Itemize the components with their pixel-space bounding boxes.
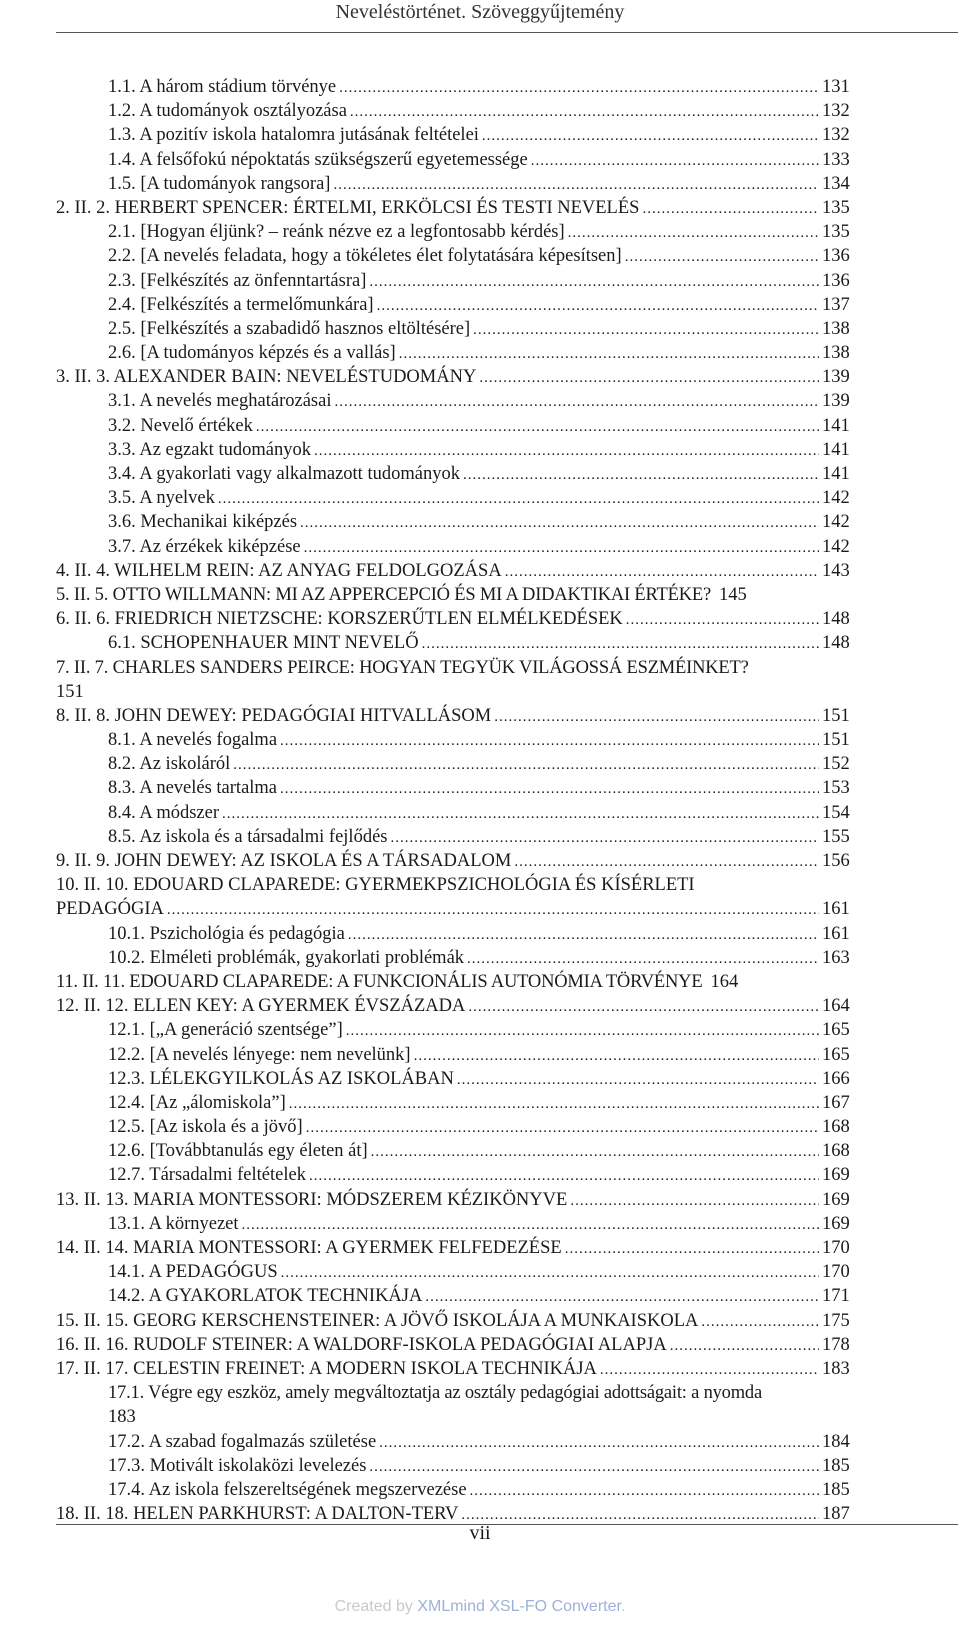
dot-leader	[300, 511, 819, 535]
dot-leader	[505, 560, 819, 584]
table-of-contents	[0, 75, 960, 1526]
toc-entry-link[interactable]	[108, 1139, 856, 1164]
toc-entry-link[interactable]	[108, 1454, 856, 1479]
dot-leader	[467, 947, 819, 971]
toc-page-number: 184	[822, 1431, 850, 1452]
toc-row	[0, 776, 960, 800]
dot-leader	[314, 439, 819, 463]
toc-entry-title: 14.2. A GYAKORLATOK TECHNIKÁJA	[108, 1286, 423, 1307]
toc-entry-title: 14. II. 14. MARIA MONTESSORI: A GYERMEK FELFEDEZÉSE	[56, 1238, 562, 1258]
dot-leader	[280, 777, 819, 801]
toc-entry-link[interactable]	[56, 1357, 856, 1382]
toc-row	[0, 656, 960, 680]
toc-page-number: 169	[822, 1189, 850, 1210]
toc-row	[0, 341, 960, 365]
toc-entry-title: 16. II. 16. RUDOLF STEINER: A WALDORF-ISKOLA PEDAGÓGIAI ALAPJA	[56, 1334, 667, 1355]
toc-entry-title: 6. II. 6. FRIEDRICH NIETZSCHE: KORSZERŰTLEN ELMÉLKEDÉSEK	[56, 609, 623, 630]
toc-entry-link[interactable]	[108, 1260, 856, 1285]
toc-entry-link[interactable]	[108, 1212, 856, 1237]
toc-entry-title: 3.3. Az egzakt tudományok	[108, 439, 311, 460]
dot-leader	[390, 826, 819, 850]
toc-row	[0, 75, 960, 99]
toc-page-number: 133	[822, 149, 850, 170]
toc-page-number: 139	[822, 391, 850, 412]
toc-entry-link[interactable]	[108, 341, 856, 366]
toc-entry-title: 8.2. Az iskoláról	[108, 754, 231, 775]
toc-entry-link[interactable]	[56, 849, 856, 874]
toc-page-number: 169	[822, 1213, 850, 1234]
toc-entry-link[interactable]	[108, 776, 856, 801]
toc-page-number: 153	[822, 778, 850, 799]
toc-row	[0, 220, 960, 244]
toc-row	[0, 123, 960, 147]
dot-leader	[479, 366, 819, 390]
dot-leader	[377, 294, 819, 318]
toc-entry-link[interactable]	[108, 825, 856, 850]
toc-entry-title: 8.4. A módszer	[108, 802, 219, 823]
toc-entry-link[interactable]	[56, 970, 856, 994]
dot-leader	[289, 1092, 819, 1116]
toc-page-number: 142	[822, 512, 850, 533]
toc-row	[0, 99, 960, 123]
dot-leader	[371, 1140, 819, 1164]
toc-entry-title: 6.1. SCHOPENHAUER MINT NEVELŐ	[108, 633, 419, 654]
toc-entry-link[interactable]	[56, 704, 856, 729]
toc-row	[0, 1043, 960, 1067]
toc-entry-title: 13. II. 13. MARIA MONTESSORI: MÓDSZEREM KÉZIKÖNYVE	[56, 1189, 568, 1210]
dot-leader	[281, 1261, 819, 1285]
toc-row	[0, 317, 960, 341]
toc-row	[0, 994, 960, 1018]
toc-entry-title: 3. II. 3. ALEXANDER BAIN: NEVELÉSTUDOMÁNY	[56, 367, 477, 388]
toc-entry-title: 1.2. A tudományok osztályozása	[108, 101, 347, 122]
toc-entry-link[interactable]	[108, 148, 856, 173]
toc-entry-link[interactable]	[56, 897, 856, 922]
toc-row	[0, 559, 960, 583]
toc-entry-link[interactable]	[108, 1430, 856, 1455]
toc-row	[0, 172, 960, 196]
toc-page-number: 145	[719, 584, 747, 605]
toc-page-number: 134	[822, 173, 850, 194]
running-title: Neveléstörténet. Szöveggyűjtemény	[335, 1, 625, 23]
toc-entry-title: 18. II. 18. HELEN PARKHURST: A DALTON-TERV	[56, 1504, 459, 1525]
dot-leader	[482, 124, 819, 148]
toc-row	[0, 728, 960, 752]
toc-page-number: 164	[822, 996, 850, 1017]
toc-row	[0, 1067, 960, 1091]
toc-entry-link[interactable]	[108, 801, 856, 826]
toc-page-number: 136	[822, 270, 850, 291]
toc-entry-title: 1.5. [A tudományok rangsora]	[108, 173, 331, 194]
toc-entry-link[interactable]	[108, 1018, 856, 1043]
toc-entry-title: 11. II. 11. EDOUARD CLAPAREDE: A FUNKCIONÁLIS AUTONÓMIA TÖRVÉNYE	[56, 971, 703, 992]
toc-entry-title: 3.5. A nyelvek	[108, 488, 215, 509]
dot-leader	[304, 536, 819, 560]
toc-row	[0, 148, 960, 172]
toc-row	[0, 922, 960, 946]
toc-row	[0, 414, 960, 438]
dot-leader	[222, 802, 819, 826]
toc-row	[0, 607, 960, 631]
toc-entry-link[interactable]	[108, 1067, 856, 1092]
dot-leader	[422, 632, 819, 656]
dot-leader	[701, 1310, 819, 1334]
dot-leader	[494, 705, 819, 729]
toc-page-number: 167	[822, 1092, 850, 1113]
toc-page-number: 161	[822, 899, 850, 920]
toc-entry-title: 12.3. LÉLEKGYILKOLÁS AZ ISKOLÁBAN	[108, 1068, 454, 1089]
toc-page-number: 170	[822, 1238, 850, 1258]
toc-entry-title: 12.1. [„A generáció szentsége”]	[108, 1020, 343, 1041]
dot-leader	[468, 995, 819, 1019]
toc-entry-link[interactable]	[56, 1309, 856, 1334]
dot-leader	[369, 270, 819, 294]
toc-entry-link[interactable]	[108, 728, 856, 753]
toc-page-number: 171	[822, 1286, 850, 1307]
toc-page-number: 132	[822, 101, 850, 122]
toc-entry-title: 2.1. [Hogyan éljünk? – reánk nézve ez a legfontosabb kérdés]	[108, 222, 565, 243]
toc-row	[0, 801, 960, 825]
dot-leader	[600, 1358, 819, 1382]
toc-page-number: 139	[822, 367, 850, 388]
credit-brand-link[interactable]: XMLmind XSL-FO Converter	[417, 1598, 621, 1615]
dot-leader	[333, 173, 819, 197]
toc-page-number: 141	[822, 439, 850, 460]
toc-page-number: 148	[822, 609, 850, 630]
toc-entry-link[interactable]	[108, 389, 856, 414]
toc-row	[0, 1018, 960, 1042]
toc-entry-link[interactable]	[108, 1284, 856, 1309]
toc-row	[0, 510, 960, 534]
dot-leader	[568, 221, 819, 245]
toc-entry-link[interactable]	[108, 752, 856, 777]
toc-row	[0, 462, 960, 486]
toc-row	[0, 196, 960, 220]
toc-page-number: 170	[822, 1262, 850, 1283]
toc-entry-title: 1.4. A felsőfokú népoktatás szükségszerű egyetemessége	[108, 149, 528, 170]
toc-row	[0, 1139, 960, 1163]
toc-entry-link[interactable]	[108, 1163, 856, 1188]
dot-leader	[642, 197, 819, 221]
toc-row	[0, 365, 960, 389]
toc-entry-title: 12.7. Társadalmi feltételek	[108, 1165, 306, 1186]
toc-entry-title: 10.1. Pszichológia és pedagógia	[108, 923, 345, 944]
toc-page-number: 168	[822, 1117, 850, 1138]
toc-page-number: 142	[822, 488, 850, 509]
toc-page-number: 164	[710, 971, 739, 992]
toc-page-number: 152	[822, 754, 850, 775]
dot-leader	[233, 753, 819, 777]
toc-entry-link[interactable]	[56, 1333, 856, 1358]
toc-entry-title: 17.3. Motivált iskolaközi levelezés	[108, 1455, 367, 1476]
toc-entry-title: 17. II. 17. CELESTIN FREINET: A MODERN ISKOLA TECHNIKÁJA	[56, 1358, 597, 1379]
toc-page-number: 136	[822, 246, 850, 267]
toc-entry-title: 10.2. Elméleti problémák, gyakorlati problémák	[108, 947, 465, 968]
toc-page-number: 141	[822, 464, 850, 484]
toc-page-number: 141	[822, 415, 850, 436]
toc-entry-link[interactable]	[108, 462, 856, 487]
toc-entry-link[interactable]	[56, 559, 856, 584]
toc-page-number: 185	[822, 1455, 850, 1476]
dot-leader	[309, 1164, 819, 1188]
toc-row	[0, 1430, 960, 1454]
toc-page-number: 151	[822, 730, 850, 751]
dot-leader	[425, 1285, 819, 1309]
toc-page-number: 166	[822, 1068, 850, 1089]
toc-row	[0, 825, 960, 849]
toc-page-number: 175	[822, 1310, 850, 1331]
toc-entry-link[interactable]	[108, 946, 856, 971]
toc-row	[0, 535, 960, 559]
toc-entry-title: 2. II. 2. HERBERT SPENCER: ÉRTELMI, ERKÖLCSI ÉS TESTI NEVELÉS	[56, 197, 640, 218]
toc-entry-link[interactable]	[108, 75, 856, 100]
toc-entry-link[interactable]	[108, 317, 856, 342]
toc-row	[0, 946, 960, 970]
toc-row	[0, 631, 960, 655]
credit-suffix: .	[620, 1598, 626, 1615]
toc-entry-title: 2.5. [Felkészítés a szabadidő hasznos eltöltésére]	[108, 318, 471, 339]
toc-row	[0, 1309, 960, 1333]
dot-leader	[414, 1044, 819, 1068]
toc-page-number: 138	[822, 343, 850, 364]
toc-page-number: 183	[108, 1407, 136, 1428]
dot-leader	[242, 1213, 819, 1237]
toc-row	[0, 897, 960, 921]
toc-entry-title: 3.7. Az érzékek kiképzése	[108, 536, 301, 557]
toc-page-number: 137	[822, 294, 850, 315]
toc-entry-link[interactable]	[108, 172, 856, 197]
dot-leader	[348, 923, 819, 947]
toc-row	[0, 704, 960, 728]
toc-entry-title: 5. II. 5. OTTO WILLMANN: MI AZ APPERCEPCIÓ ÉS MI A DIDAKTIKAI ÉRTÉKE?	[56, 584, 712, 605]
toc-row	[0, 1454, 960, 1478]
page-header	[0, 0, 960, 40]
toc-entry-link[interactable]	[108, 1091, 856, 1116]
toc-entry-title: 14.1. A PEDAGÓGUS	[108, 1262, 278, 1283]
toc-entry-title: PEDAGÓGIA	[56, 899, 164, 920]
toc-entry-link[interactable]	[108, 123, 856, 148]
toc-row	[0, 849, 960, 873]
toc-page-number: 148	[822, 633, 850, 654]
toc-entry-title: 12.2. [A nevelés lényege: nem nevelünk]	[108, 1044, 411, 1065]
toc-row	[0, 438, 960, 462]
dot-leader	[399, 342, 819, 366]
dot-leader	[626, 608, 819, 632]
toc-row	[0, 1212, 960, 1236]
toc-row	[0, 1381, 960, 1405]
toc-page-number: 154	[822, 802, 850, 823]
toc-entry-title: 12.6. [Továbbtanulás egy életen át]	[108, 1141, 368, 1162]
dot-leader	[514, 850, 819, 874]
toc-row	[0, 1405, 960, 1429]
toc-entry-title[interactable]: 10. II. 10. EDOUARD CLAPAREDE: GYERMEKPSZICHOLÓGIA ÉS KÍSÉRLETI	[56, 875, 695, 896]
dot-leader	[350, 100, 819, 124]
toc-entry-title: 1.1. A három stádium törvénye	[108, 77, 337, 97]
toc-row	[0, 680, 960, 704]
toc-entry-link[interactable]	[56, 196, 856, 221]
dot-leader	[463, 463, 819, 487]
toc-entry-link[interactable]	[56, 583, 856, 607]
toc-row	[0, 389, 960, 413]
toc-row	[0, 1478, 960, 1502]
header-rule	[56, 32, 958, 33]
dot-leader	[570, 1189, 819, 1213]
toc-entry-title: 2.4. [Felkészítés a termelőmunkára]	[108, 294, 374, 315]
dot-leader	[218, 487, 819, 511]
toc-page-number: 135	[822, 197, 850, 218]
dot-leader	[625, 245, 819, 269]
dot-leader	[369, 1455, 819, 1479]
toc-page-number: 161	[822, 923, 850, 944]
toc-entry-title: 8. II. 8. JOHN DEWEY: PEDAGÓGIAI HITVALLÁSOM	[56, 705, 492, 726]
toc-page-number: 165	[822, 1044, 850, 1065]
dot-leader	[379, 1431, 819, 1455]
toc-page-number: 138	[822, 318, 850, 339]
toc-entry-link[interactable]	[108, 510, 856, 535]
credit-prefix: Created by	[334, 1598, 418, 1615]
toc-page-number: 178	[822, 1334, 850, 1355]
toc-page-number: 131	[822, 77, 850, 97]
toc-entry-title: 3.4. A gyakorlati vagy alkalmazott tudományok	[108, 464, 460, 484]
dot-leader	[334, 390, 819, 414]
toc-entry-title: 3.1. A nevelés meghatározásai	[108, 391, 332, 412]
toc-entry-link[interactable]	[108, 1043, 856, 1068]
toc-page-number: 168	[822, 1141, 850, 1162]
toc-entry-link[interactable]	[108, 244, 856, 269]
toc-row	[0, 269, 960, 293]
toc-entry-link[interactable]	[108, 922, 856, 947]
dot-leader	[346, 1019, 819, 1043]
dot-leader	[167, 898, 819, 922]
toc-page-number: 185	[822, 1479, 850, 1500]
toc-row	[0, 1115, 960, 1139]
toc-entry-title: 17.4. Az iskola felszereltségének megszervezése	[108, 1479, 467, 1500]
toc-entry-link[interactable]	[108, 414, 856, 439]
toc-entry-title: 13.1. A környezet	[108, 1213, 239, 1234]
toc-page-number: 142	[822, 536, 850, 557]
page-number: vii	[469, 1522, 491, 1544]
toc-entry-link[interactable]	[108, 486, 856, 511]
toc-page-number: 156	[822, 851, 850, 871]
dot-leader	[339, 76, 819, 100]
toc-row	[0, 1163, 960, 1187]
dot-leader	[306, 1116, 819, 1140]
toc-entry-link[interactable]	[56, 1188, 856, 1213]
toc-page-number: 165	[822, 1020, 850, 1041]
toc-entry-title: 12.5. [Az iskola és a jövő]	[108, 1117, 303, 1138]
toc-row	[0, 1333, 960, 1357]
toc-entry-link[interactable]	[108, 99, 856, 124]
toc-row	[0, 1260, 960, 1284]
toc-entry-title: 12.4. [Az „álomiskola”]	[108, 1092, 286, 1113]
toc-row	[0, 1236, 960, 1260]
toc-entry-title: 12. II. 12. ELLEN KEY: A GYERMEK ÉVSZÁZADA	[56, 996, 466, 1017]
toc-entry-title[interactable]: 17.1. Végre egy eszköz, amely megváltoztatja az osztály pedagógiai adottságait: a nyomda	[108, 1383, 762, 1404]
toc-entry-title: 17.2. A szabad fogalmazás születése	[108, 1431, 377, 1452]
dot-leader	[280, 729, 819, 753]
toc-entry-link[interactable]	[108, 1115, 856, 1140]
toc-page-number: 183	[822, 1358, 850, 1379]
toc-entry-title: 3.6. Mechanikai kiképzés	[108, 512, 298, 533]
toc-entry-title: 8.5. Az iskola és a társadalmi fejlődés	[108, 826, 388, 847]
toc-row	[0, 752, 960, 776]
toc-entry-title: 1.3. A pozitív iskola hatalomra jutásának feltételei	[108, 125, 479, 146]
toc-row	[0, 244, 960, 268]
toc-page-number: 155	[822, 826, 850, 847]
dot-leader	[470, 1479, 819, 1503]
toc-row	[0, 1091, 960, 1115]
dot-leader	[256, 415, 819, 439]
toc-page-number: 135	[822, 222, 850, 243]
converter-credit	[0, 1598, 960, 1616]
toc-row	[0, 293, 960, 317]
dot-leader	[565, 1237, 819, 1261]
toc-entry-title: 4. II. 4. WILHELM REIN: AZ ANYAG FELDOLGOZÁSA	[56, 560, 502, 581]
toc-entry-link[interactable]	[108, 293, 856, 318]
toc-entry-title: 8.1. A nevelés fogalma	[108, 730, 278, 751]
toc-entry-title: 9. II. 9. JOHN DEWEY: AZ ISKOLA ÉS A TÁRSADALOM	[56, 851, 512, 871]
toc-row	[0, 970, 960, 994]
toc-row	[0, 486, 960, 510]
toc-entry-title: 15. II. 15. GEORG KERSCHENSTEINER: A JÖVŐ ISKOLÁJA A MUNKAISKOLA	[56, 1310, 699, 1331]
toc-entry-link[interactable]	[108, 535, 856, 560]
toc-row	[0, 1357, 960, 1381]
dot-leader	[670, 1334, 819, 1358]
dot-leader	[531, 149, 819, 173]
toc-page-number: 187	[822, 1504, 850, 1525]
toc-entry-link[interactable]	[108, 438, 856, 463]
toc-entry-link[interactable]	[56, 1236, 856, 1261]
toc-page-number: 143	[822, 560, 850, 581]
toc-page-number: 151	[56, 681, 84, 702]
toc-row	[0, 583, 960, 607]
toc-entry-link[interactable]	[56, 365, 856, 390]
toc-entry-title[interactable]: 7. II. 7. CHARLES SANDERS PEIRCE: HOGYAN TEGYÜK VILÁGOSSÁ ESZMÉINKET?	[56, 657, 749, 678]
toc-page-number: 132	[822, 125, 850, 146]
toc-entry-link[interactable]	[108, 631, 856, 656]
toc-page-number: 151	[822, 705, 850, 726]
toc-entry-link[interactable]	[108, 220, 856, 245]
toc-row	[0, 1284, 960, 1308]
dot-leader	[457, 1068, 819, 1092]
toc-page-number: 169	[822, 1165, 850, 1186]
toc-entry-link[interactable]	[108, 269, 856, 294]
toc-row	[0, 873, 960, 897]
toc-entry-link[interactable]	[56, 607, 856, 632]
toc-entry-title: 2.3. [Felkészítés az önfenntartásra]	[108, 270, 367, 291]
toc-entry-title: 8.3. A nevelés tartalma	[108, 778, 278, 799]
dot-leader	[473, 318, 819, 342]
toc-entry-link[interactable]	[108, 1478, 856, 1503]
toc-page-number: 163	[822, 947, 850, 968]
toc-entry-title: 3.2. Nevelő értékek	[108, 415, 253, 436]
toc-entry-title: 2.2. [A nevelés feladata, hogy a tökéletes élet folytatására képesítsen]	[108, 246, 622, 267]
toc-entry-title: 2.6. [A tudományos képzés és a vallás]	[108, 343, 396, 364]
toc-row	[0, 1188, 960, 1212]
toc-entry-link[interactable]	[56, 994, 856, 1019]
